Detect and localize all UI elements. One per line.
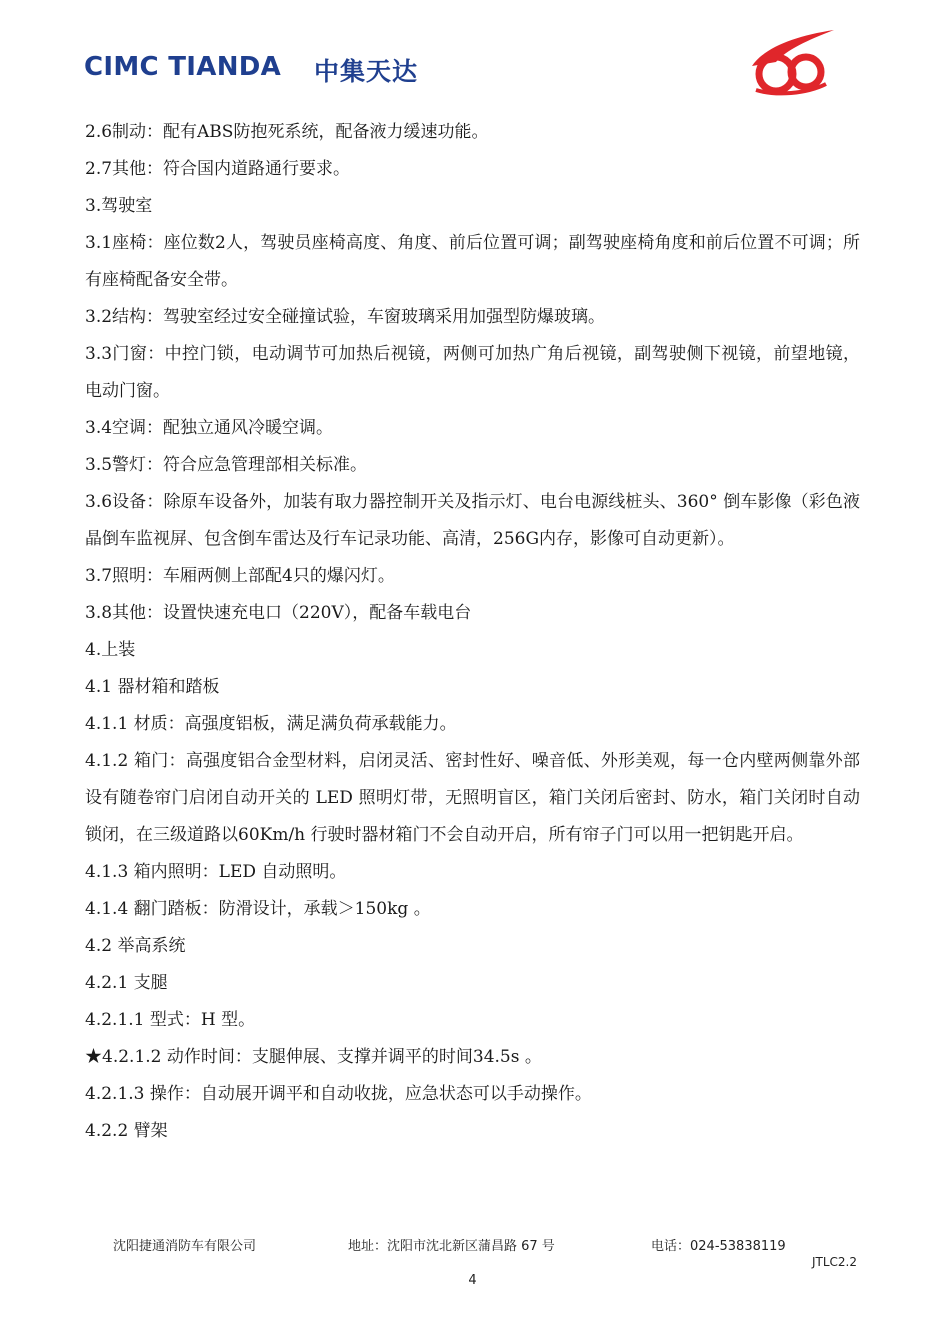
paragraph: 3.3门窗：中控门锁，电动调节可加热后视镜，两侧可加热广角后视镜，副驾驶侧下视镜，前望地镜，电动门窗。 — [85, 344, 860, 401]
page-number: 4 — [468, 1273, 477, 1288]
paragraph: 4.2.1 支腿 — [85, 973, 168, 993]
paragraph: 4.2 举高系统 — [85, 936, 186, 956]
paragraph: 3.4空调：配独立通风冷暖空调。 — [85, 418, 334, 438]
paragraph: 2.6制动：配有ABS防抱死系统，配备液力缓速功能。 — [85, 122, 489, 142]
brand-name-chinese: 中集天达 — [314, 57, 419, 86]
paragraph: 4.1.2 箱门：高强度铝合金型材料，启闭灵活、密封性好、噪音低、外形美观，每一仓内壁两侧靠外部设有随卷帘门启闭自动开关的 LED 照明灯带，无照明盲区，箱门关闭后密封、防水，箱门关闭时自动锁闭，在三级道路以60Km/h 行驶时器材箱门不会自动开启，所有帘子门可以用一把钥匙开启。 — [85, 751, 860, 845]
paragraph: 3.8其他：设置快速充电口（220V），配备车载电台 — [85, 603, 472, 623]
paragraph: 4.2.1.1 型式：H 型。 — [85, 1010, 256, 1030]
paragraph: 4.上装 — [85, 640, 136, 660]
paragraph: 4.2.1.3 操作：自动展开调平和自动收拢，应急状态可以手动操作。 — [85, 1084, 592, 1104]
paragraph: 4.1.4 翻门踏板：防滑设计，承载＞150kg 。 — [85, 899, 431, 919]
paragraph: 4.1 器材箱和踏板 — [85, 677, 220, 697]
paragraph: 2.7其他：符合国内道路通行要求。 — [85, 159, 351, 179]
footer-document-code: JTLC2.2 — [811, 1255, 857, 1269]
page-header — [0, 0, 945, 110]
paragraph: 4.1.3 箱内照明：LED 自动照明。 — [85, 862, 347, 882]
paragraph: 4.2.2 臂架 — [85, 1121, 168, 1141]
paragraph: 3.5警灯：符合应急管理部相关标准。 — [85, 455, 368, 475]
page-footer — [0, 1225, 945, 1336]
paragraph: 3.6设备：除原车设备外，加装有取力器控制开关及指示灯、电台电源线桩头、360° 倒车影像（彩色液晶倒车监视屏、包含倒车雷达及行车记录功能、高清，256G内存，影像可自动更新）。 — [85, 492, 860, 549]
footer-phone: 电话：024-53838119 — [651, 1239, 786, 1254]
paragraph: 3.1座椅：座位数2人，驾驶员座椅高度、角度、前后位置可调；副驾驶座椅角度和前后位置不可调；所有座椅配备安全带。 — [85, 233, 860, 290]
document-body — [85, 114, 860, 1150]
brand-name-english: CIMC TIANDA — [84, 52, 282, 82]
paragraph: ★4.2.1.2 动作时间：支腿伸展、支撑并调平的时间34.5s 。 — [85, 1047, 542, 1067]
paragraph: 3.7照明：车厢两侧上部配4只的爆闪灯。 — [85, 566, 395, 586]
footer-company: 沈阳捷通消防车有限公司 — [113, 1239, 257, 1254]
paragraph: 3.2结构：驾驶室经过安全碰撞试验，车窗玻璃采用加强型防爆玻璃。 — [85, 307, 606, 327]
paragraph: 3.驾驶室 — [85, 196, 153, 216]
cimc-logo-icon — [746, 26, 838, 98]
footer-address: 地址：沈阳市沈北新区蒲昌路 67 号 — [348, 1239, 555, 1254]
paragraph: 4.1.1 材质：高强度铝板，满足满负荷承载能力。 — [85, 714, 457, 734]
